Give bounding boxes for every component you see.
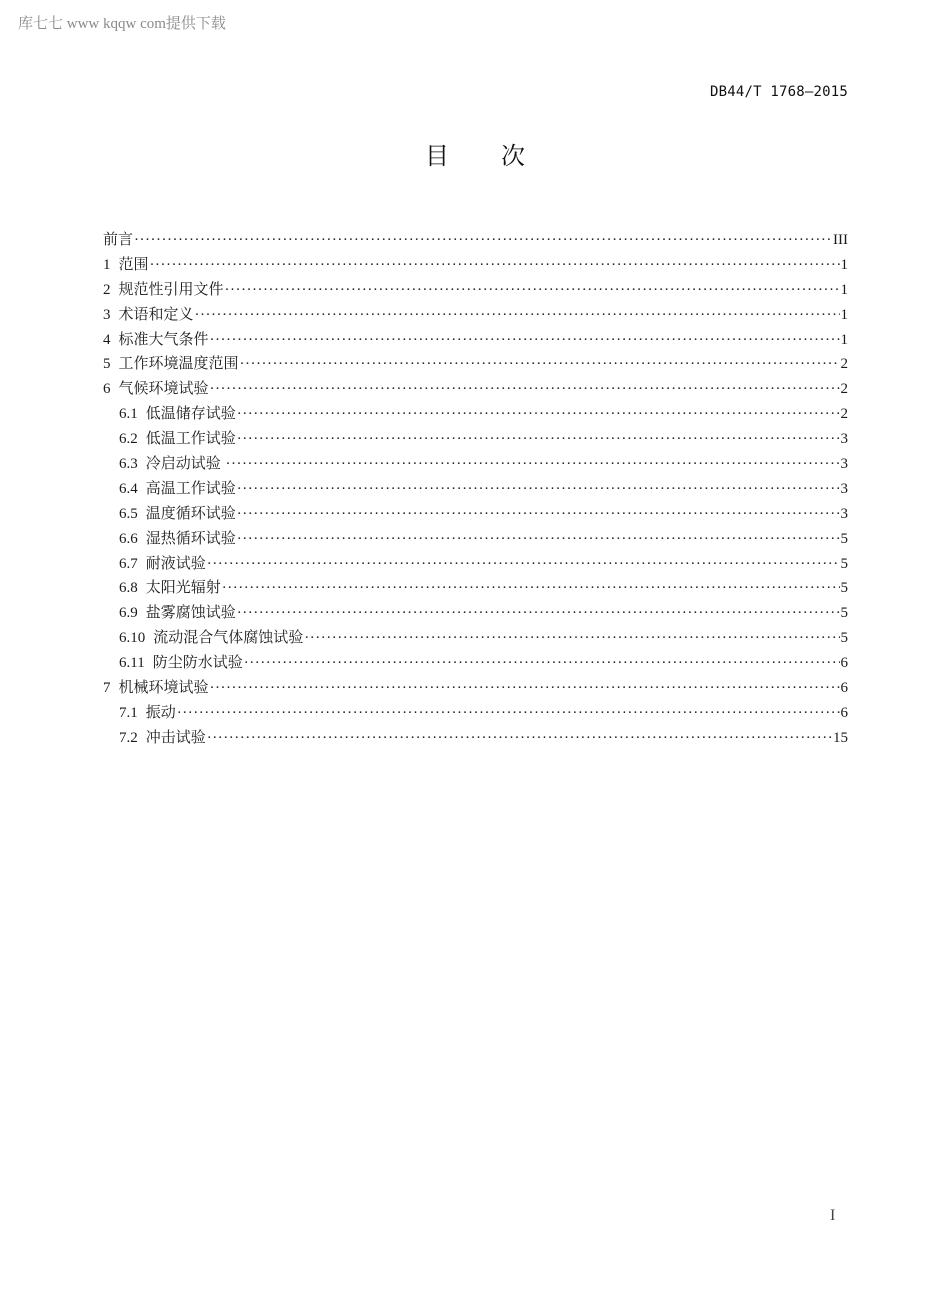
toc-entry-number: 6.9 (119, 605, 138, 622)
toc-entry-page: 1 (840, 281, 848, 298)
toc-leader-dots (195, 303, 840, 328)
toc-leader-dots (304, 626, 839, 651)
toc-entry-page: 3 (840, 480, 848, 497)
toc-entry-number: 4 (103, 331, 111, 348)
toc-entry-label: 工作环境温度范围 (118, 356, 239, 373)
toc-entry[interactable] (103, 402, 848, 427)
document-number: DB44/T 1768—2015 (709, 84, 848, 100)
toc-entry-number: 6.11 (119, 655, 145, 672)
title-char-1: 目 (425, 142, 449, 170)
toc-entry-page: 5 (840, 630, 848, 647)
toc-leader-dots (237, 402, 840, 427)
toc-entry-page: 6 (840, 680, 848, 697)
toc-leader-dots (225, 278, 840, 303)
toc-entry-label: 规范性引用文件 (118, 281, 224, 298)
toc-entry[interactable] (103, 228, 848, 253)
toc-entry-page: 6 (840, 655, 848, 672)
toc-entry-page: 6 (840, 704, 848, 721)
toc-entry[interactable] (103, 726, 848, 751)
toc-entry-label: 振动 (145, 704, 176, 721)
toc-leader-dots (226, 452, 840, 477)
toc-entry-label: 前言 (103, 232, 134, 248)
toc-leader-dots (150, 253, 840, 278)
toc-entry-page: 2 (840, 406, 848, 423)
toc-entry-label: 防尘防水试验 (152, 655, 243, 672)
toc-entry-number: 6.1 (119, 406, 138, 423)
toc-entry-label: 标准大气条件 (118, 331, 209, 348)
toc-leader-dots (237, 427, 840, 452)
toc-entry[interactable] (103, 377, 848, 402)
toc-entry-number: 6.7 (119, 555, 138, 572)
toc-entry-page: 1 (840, 331, 848, 348)
toc-leader-dots (210, 328, 840, 353)
toc-entry-number: 6.10 (119, 630, 146, 647)
title-char-2: 次 (501, 142, 525, 170)
toc-entry-page: 3 (840, 431, 848, 448)
toc-entry-label: 太阳光辐射 (145, 580, 221, 597)
page-number: I (830, 1207, 836, 1224)
page-title (0, 136, 950, 171)
toc-entry-label: 冲击试验 (145, 729, 206, 746)
toc-leader-dots (244, 651, 840, 676)
toc-entry[interactable] (103, 427, 848, 452)
toc-entry-label: 术语和定义 (118, 306, 194, 323)
toc-leader-dots (134, 228, 832, 253)
toc-entry-number: 7.1 (119, 704, 138, 721)
toc-leader-dots (210, 676, 840, 701)
toc-leader-dots (207, 726, 832, 751)
toc-entry[interactable] (103, 676, 848, 701)
toc-entry[interactable] (103, 601, 848, 626)
toc-entry-page: 1 (840, 256, 848, 273)
toc-entry-page: III (833, 232, 848, 248)
toc-entry[interactable] (103, 502, 848, 527)
toc-leader-dots (237, 502, 840, 527)
toc-entry-label: 湿热循环试验 (145, 530, 236, 547)
toc-entry-number: 1 (103, 256, 111, 273)
toc-entry-number: 7 (103, 680, 111, 697)
toc-entry[interactable] (103, 352, 848, 377)
table-of-contents (103, 228, 848, 751)
toc-leader-dots (237, 477, 840, 502)
toc-leader-dots (210, 377, 840, 402)
toc-entry-page: 2 (840, 381, 848, 398)
toc-entry[interactable] (103, 527, 848, 552)
toc-entry[interactable] (103, 552, 848, 577)
toc-entry-number: 3 (103, 306, 111, 323)
toc-entry[interactable] (103, 452, 848, 477)
toc-entry[interactable] (103, 701, 848, 726)
toc-entry[interactable] (103, 253, 848, 278)
toc-entry-page: 15 (833, 729, 848, 746)
toc-entry-page: 5 (840, 555, 848, 572)
toc-entry-number: 6.2 (119, 431, 138, 448)
toc-entry[interactable] (103, 626, 848, 651)
toc-entry-number: 2 (103, 281, 111, 298)
toc-entry-label: 冷启动试验 (145, 456, 225, 473)
toc-entry-page: 3 (840, 456, 848, 473)
toc-entry-page: 1 (840, 306, 848, 323)
toc-entry-number: 7.2 (119, 729, 138, 746)
toc-entry-page: 5 (840, 530, 848, 547)
toc-entry-label: 流动混合气体腐蚀试验 (153, 630, 304, 647)
toc-entry-label: 气候环境试验 (118, 381, 209, 398)
toc-entry-label: 盐雾腐蚀试验 (145, 605, 236, 622)
toc-entry[interactable] (103, 303, 848, 328)
toc-entry-number: 6.8 (119, 580, 138, 597)
toc-entry-number: 6.6 (119, 530, 138, 547)
toc-entry-number: 6.3 (119, 456, 138, 473)
toc-leader-dots (222, 576, 840, 601)
toc-leader-dots (237, 527, 840, 552)
toc-entry-label: 耐液试验 (145, 555, 206, 572)
toc-entry-number: 5 (103, 356, 111, 373)
toc-entry-label: 范围 (118, 256, 149, 273)
toc-leader-dots (207, 552, 840, 577)
toc-entry[interactable] (103, 278, 848, 303)
toc-entry-page: 5 (840, 605, 848, 622)
toc-leader-dots (177, 701, 840, 726)
toc-entry-number: 6 (103, 381, 111, 398)
watermark-text: 库七七 www kqqw com提供下载 (18, 16, 226, 32)
toc-entry-label: 高温工作试验 (145, 480, 236, 497)
toc-entry[interactable] (103, 328, 848, 353)
toc-leader-dots (237, 601, 840, 626)
toc-entry-number: 6.4 (119, 480, 138, 497)
toc-entry[interactable] (103, 477, 848, 502)
toc-entry-label: 低温储存试验 (145, 406, 236, 423)
toc-entry[interactable] (103, 651, 848, 676)
toc-entry-page: 2 (840, 356, 848, 373)
toc-entry-number: 6.5 (119, 505, 138, 522)
toc-entry-label: 机械环境试验 (118, 680, 209, 697)
toc-leader-dots (240, 352, 840, 377)
toc-entry-page: 5 (840, 580, 848, 597)
toc-entry-label: 温度循环试验 (145, 505, 236, 522)
toc-entry[interactable] (103, 576, 848, 601)
toc-entry-label: 低温工作试验 (145, 431, 236, 448)
toc-entry-page: 3 (840, 505, 848, 522)
